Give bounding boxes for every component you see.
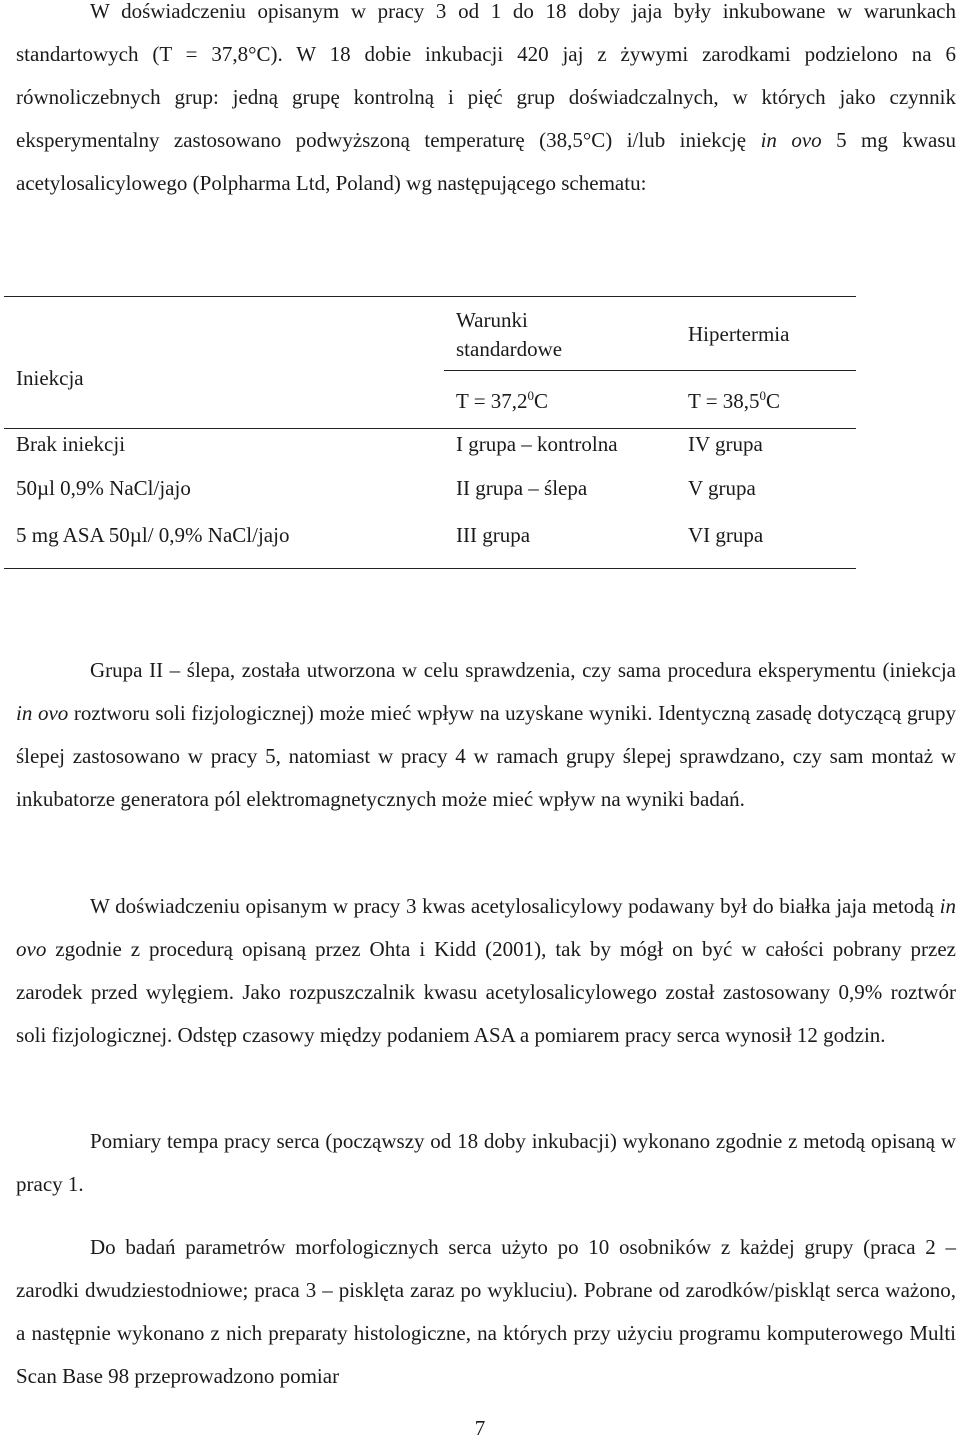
temp-degree: 0: [527, 388, 535, 403]
paragraph-blind-group: [16, 649, 956, 821]
page-number: 7: [474, 1416, 486, 1440]
paragraph-text: Grupa II – ślepa, została utworzona w celu sprawdzenia, czy sama procedura eksperymentu (iniekcja: [90, 658, 956, 682]
table-row-3-label: 5 mg ASA 50µl/ 0,9% NaCl/jajo: [16, 523, 290, 547]
temp-degree: 0: [759, 388, 767, 403]
paragraph-text: Do badań parametrów morfologicznych serca użyto po 10 osobników z każdej grupy (praca 2 – zarodki dwudziestodniowe; praca 3 – pisklęta zaraz po wykluciu). Pobrane od zarodków/piskląt serca ważono, a następnie wykonano z nich preparaty histologiczne, na których przy użyciu programu komputerowego Multi Scan Base 98 przeprowadzono pomiar: [16, 1235, 956, 1388]
col-temp-hipertermia: [688, 387, 780, 415]
paragraph-text: W doświadczeniu opisanym w pracy 3 od 1 do 18 doby jaja były inkubowane w warunkach standartowych (T = 37,8°C). W 18 dobie inkubacji 420 jaj z żywymi zarodkami podzielono na 6 równoliczebnych grup: jedną grupę kontrolną i pięć grup doświadczalnych, w których jako czynnik eksperymentalny zastosowano podwyższoną temperaturę (38,5°C) i/lub iniekcję: [16, 0, 956, 152]
table-row-3-standard: III grupa: [456, 523, 531, 547]
col-header-standard-line2: standardowe: [456, 337, 563, 361]
col-header-hipertermia: Hipertermia: [688, 322, 790, 346]
paragraph-heart-rate: [16, 1120, 956, 1206]
table-top-rule: [4, 296, 856, 297]
paragraph-text: roztworu soli fizjologicznej) może mieć wpływ na uzyskane wyniki. Identyczną zasadę dotyczącą grupy ślepej zastosowano w pracy 5, natomiast w pracy 4 w ramach grupy ślepej sprawdzano, czy sam montaż w inkubatorze generatora pól elektromagnetycznych może mieć wpływ na wyniki badań.: [16, 701, 956, 811]
paragraph-text: Pomiary tempa pracy serca (począwszy od 18 doby inkubacji) wykonano zgodnie z metodą opisaną w pracy 1.: [16, 1129, 956, 1196]
col-header-standard-line1: Warunki: [456, 308, 528, 332]
table-row-1-label: Brak iniekcji: [16, 432, 126, 456]
italic-term: in ovo: [760, 128, 822, 152]
italic-term: in ovo: [16, 701, 69, 725]
paragraph-morphology: [16, 1226, 956, 1398]
table-bottom-rule: [4, 568, 856, 569]
paragraph-intro: [16, 0, 956, 205]
table-header-rule: [444, 370, 856, 371]
paragraph-text: 5 mg kwasu acetylosalicylowego (Polpharma Ltd, Poland) wg następującego schematu:: [16, 128, 956, 195]
table-row-3-hipertermia: VI grupa: [688, 523, 764, 547]
temp-unit: C: [766, 389, 781, 413]
italic-term: in ovo: [16, 894, 956, 961]
table-row-2-label: 50µl 0,9% NaCl/jajo: [16, 476, 191, 500]
row-header-iniekcja: Iniekcja: [16, 366, 84, 390]
table-row-1-standard: I grupa – kontrolna: [456, 432, 618, 456]
table-row-2-standard: II grupa – ślepa: [456, 476, 588, 500]
paragraph-text: zgodnie z procedurą opisaną przez Ohta i Kidd (2001), tak by mógł on być w całości pobrany przez zarodek przed wylęgiem. Jako rozpuszczalnik kwasu acetylosalicylowego został zastosowany 0,9% roztwór soli fizjologicznej. Odstęp czasowy między podaniem ASA a pomiarem pracy serca wynosił 12 godzin.: [16, 937, 956, 1047]
temp-value: T = 38,5: [688, 389, 760, 413]
temp-value: T = 37,2: [456, 389, 528, 413]
paragraph-text: W doświadczeniu opisanym w pracy 3 kwas acetylosalicylowy podawany był do białka jaja metodą: [90, 894, 940, 918]
paragraph-asa: [16, 885, 956, 1057]
col-temp-standard: [456, 387, 548, 415]
table-row-1-hipertermia: IV grupa: [688, 432, 763, 456]
table-row-2-hipertermia: V grupa: [688, 476, 756, 500]
table-mid-rule: [4, 428, 856, 429]
temp-unit: C: [534, 389, 549, 413]
